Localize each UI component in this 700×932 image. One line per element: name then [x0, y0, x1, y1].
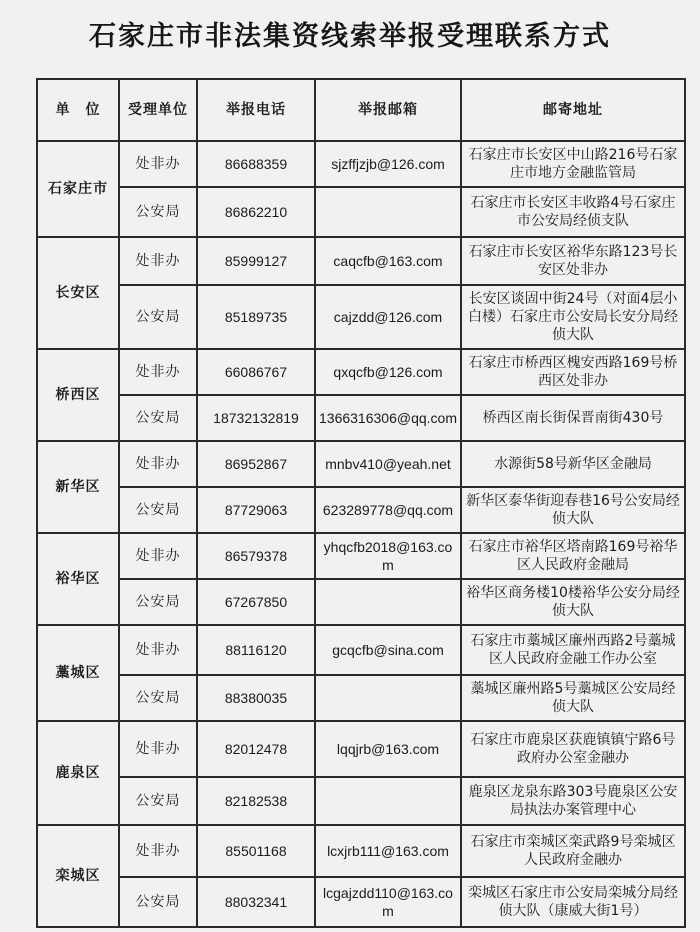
office-cell: 公安局	[119, 285, 197, 349]
email-cell: yhqcfb2018@163.com	[315, 533, 461, 579]
office-cell: 公安局	[119, 395, 197, 441]
email-cell	[315, 777, 461, 825]
address-cell: 石家庄市藁城区廉州西路2号藁城区人民政府金融工作办公室	[461, 625, 685, 675]
unit-cell: 长安区	[37, 237, 119, 349]
address-cell: 石家庄市桥西区槐安西路169号桥西区处非办	[461, 349, 685, 395]
header-address: 邮寄地址	[461, 79, 685, 141]
office-cell: 公安局	[119, 187, 197, 237]
phone-cell: 82182538	[197, 777, 315, 825]
email-cell: lcxjrb111@163.com	[315, 825, 461, 877]
email-cell: gcqcfb@sina.com	[315, 625, 461, 675]
office-cell: 处非办	[119, 721, 197, 777]
address-cell: 裕华区商务楼10楼裕华公安分局经侦大队	[461, 579, 685, 625]
address-cell: 石家庄市栾城区栾武路9号栾城区人民政府金融办	[461, 825, 685, 877]
table-row	[37, 349, 685, 395]
unit-cell: 藁城区	[37, 625, 119, 721]
phone-cell: 86579378	[197, 533, 315, 579]
phone-cell: 85189735	[197, 285, 315, 349]
table-row	[37, 579, 685, 625]
office-cell: 公安局	[119, 579, 197, 625]
table-row	[37, 825, 685, 877]
email-cell: cajzdd@126.com	[315, 285, 461, 349]
address-cell: 栾城区石家庄市公安局栾城分局经侦大队（康威大街1号）	[461, 877, 685, 927]
email-cell: lcgajzdd110@163.com	[315, 877, 461, 927]
table-header-row	[37, 79, 685, 141]
header-email: 举报邮箱	[315, 79, 461, 141]
office-cell: 处非办	[119, 237, 197, 285]
phone-cell: 86862210	[197, 187, 315, 237]
address-cell: 新华区泰华街迎春巷16号公安局经侦大队	[461, 487, 685, 533]
address-cell: 石家庄市鹿泉区获鹿镇镇宁路6号政府办公室金融办	[461, 721, 685, 777]
address-cell: 石家庄市长安区丰收路4号石家庄市公安局经侦支队	[461, 187, 685, 237]
header-office: 受理单位	[119, 79, 197, 141]
table-row	[37, 141, 685, 187]
table-row	[37, 487, 685, 533]
contact-table	[36, 78, 686, 928]
phone-cell: 86952867	[197, 441, 315, 487]
office-cell: 处非办	[119, 825, 197, 877]
address-cell: 石家庄市长安区裕华东路123号长安区处非办	[461, 237, 685, 285]
address-cell: 鹿泉区龙泉东路303号鹿泉区公安局执法办案管理中心	[461, 777, 685, 825]
address-cell: 藁城区廉州路5号藁城区公安局经侦大队	[461, 675, 685, 721]
unit-cell: 石家庄市	[37, 141, 119, 237]
office-cell: 处非办	[119, 441, 197, 487]
email-cell	[315, 675, 461, 721]
phone-cell: 66086767	[197, 349, 315, 395]
office-cell: 处非办	[119, 141, 197, 187]
address-cell: 水源街58号新华区金融局	[461, 441, 685, 487]
table-row	[37, 625, 685, 675]
office-cell: 处非办	[119, 625, 197, 675]
email-cell: qxqcfb@126.com	[315, 349, 461, 395]
unit-cell: 栾城区	[37, 825, 119, 927]
email-cell: 1366316306@qq.com	[315, 395, 461, 441]
office-cell: 处非办	[119, 349, 197, 395]
table-row	[37, 395, 685, 441]
unit-cell: 新华区	[37, 441, 119, 533]
phone-cell: 88380035	[197, 675, 315, 721]
email-cell: caqcfb@163.com	[315, 237, 461, 285]
phone-cell: 18732132819	[197, 395, 315, 441]
document-title: 石家庄市非法集资线索举报受理联系方式	[89, 21, 611, 52]
phone-cell: 87729063	[197, 487, 315, 533]
unit-cell: 裕华区	[37, 533, 119, 625]
office-cell: 处非办	[119, 533, 197, 579]
office-cell: 公安局	[119, 487, 197, 533]
table-row	[37, 533, 685, 579]
header-unit: 单 位	[37, 79, 119, 141]
table-row	[37, 777, 685, 825]
address-cell: 石家庄市裕华区塔南路169号裕华区人民政府金融局	[461, 533, 685, 579]
table-row	[37, 237, 685, 285]
header-phone: 举报电话	[197, 79, 315, 141]
table-row	[37, 187, 685, 237]
phone-cell: 88032341	[197, 877, 315, 927]
office-cell: 公安局	[119, 777, 197, 825]
address-cell: 长安区谈固中街24号（对面4层小白楼）石家庄市公安局长安分局经侦大队	[461, 285, 685, 349]
office-cell: 公安局	[119, 675, 197, 721]
phone-cell: 85999127	[197, 237, 315, 285]
table-row	[37, 675, 685, 721]
email-cell	[315, 579, 461, 625]
address-cell: 桥西区南长街保晋南街430号	[461, 395, 685, 441]
email-cell: 623289778@qq.com	[315, 487, 461, 533]
email-cell: mnbv410@yeah.net	[315, 441, 461, 487]
table-row	[37, 285, 685, 349]
email-cell	[315, 187, 461, 237]
table-row	[37, 877, 685, 927]
table-row	[37, 721, 685, 777]
phone-cell: 85501168	[197, 825, 315, 877]
table-row	[37, 441, 685, 487]
email-cell: sjzffjzjb@126.com	[315, 141, 461, 187]
unit-cell: 桥西区	[37, 349, 119, 441]
phone-cell: 67267850	[197, 579, 315, 625]
address-cell: 石家庄市长安区中山路216号石家庄市地方金融监管局	[461, 141, 685, 187]
phone-cell: 82012478	[197, 721, 315, 777]
phone-cell: 86688359	[197, 141, 315, 187]
email-cell: lqqjrb@163.com	[315, 721, 461, 777]
phone-cell: 88116120	[197, 625, 315, 675]
unit-cell: 鹿泉区	[37, 721, 119, 825]
office-cell: 公安局	[119, 877, 197, 927]
